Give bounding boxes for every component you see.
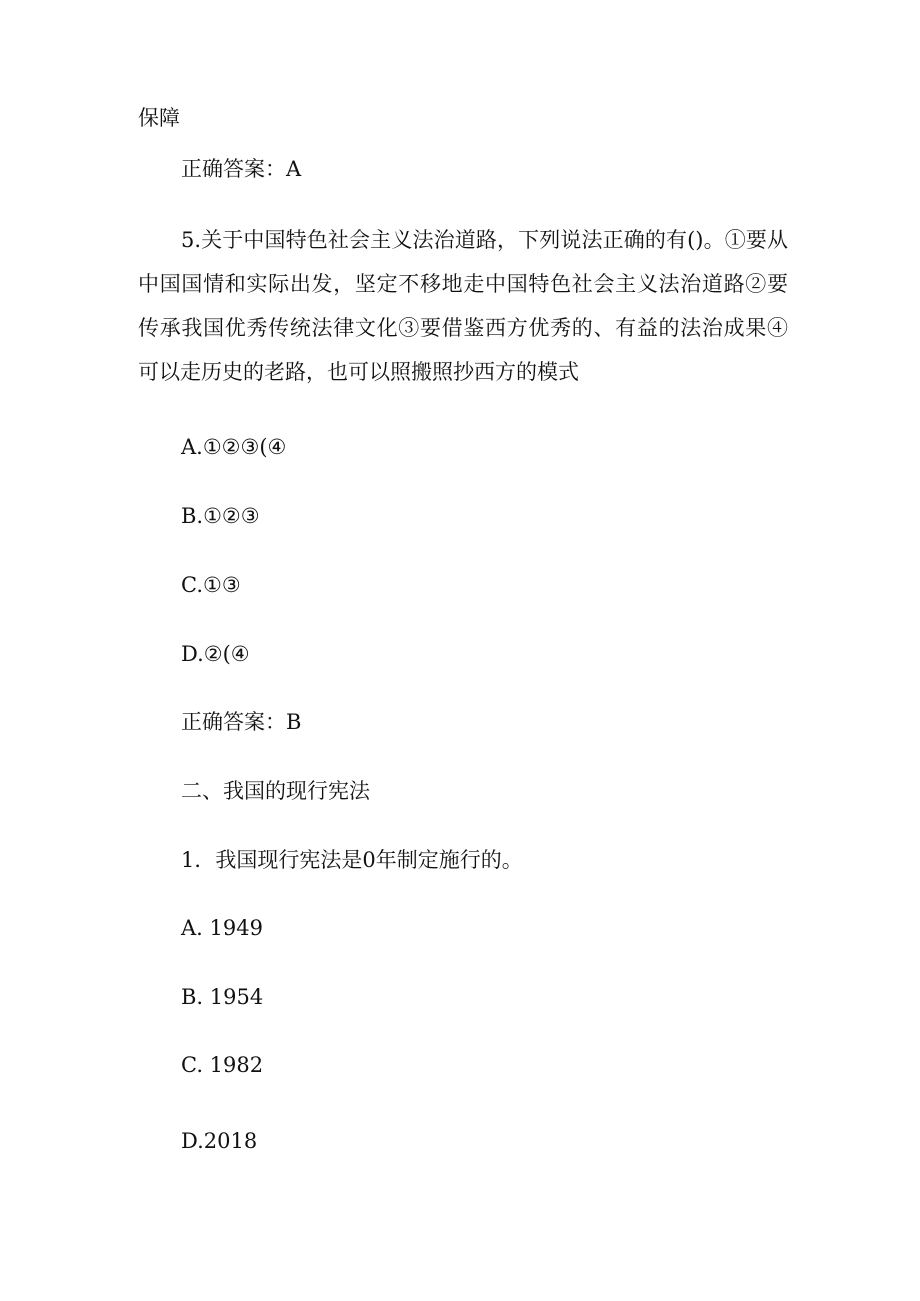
option-b: B. 1954	[181, 985, 264, 1009]
previous-paragraph-continuation: 保障	[138, 106, 180, 130]
option-c: C. 1982	[181, 1053, 264, 1077]
answer-q4: 正确答案：A	[181, 157, 302, 181]
section-heading: 二、我国的现行宪法	[181, 779, 370, 803]
option-c: C.①③	[181, 573, 241, 597]
option-d: D.2018	[181, 1129, 258, 1153]
option-b: B.①②③	[181, 504, 260, 528]
option-a: A. 1949	[181, 916, 263, 940]
option-a: A.①②③(④	[181, 435, 287, 459]
question-5-text: 5.关于中国特色社会主义法治道路，下列说法正确的有()。①要从中国国情和实际出发，坚定不移地走中国特色社会主义法治道路②要传承我国优秀传统法律文化③要借鉴西方优秀的、有益的法治成果④可以走历史的老路，也可以照搬照抄西方的模式	[138, 228, 788, 384]
question-1-text: 1．我国现行宪法是0年制定施行的。	[181, 848, 523, 872]
answer-q5: 正确答案：B	[181, 710, 302, 734]
option-d: D.②(④	[181, 642, 250, 666]
